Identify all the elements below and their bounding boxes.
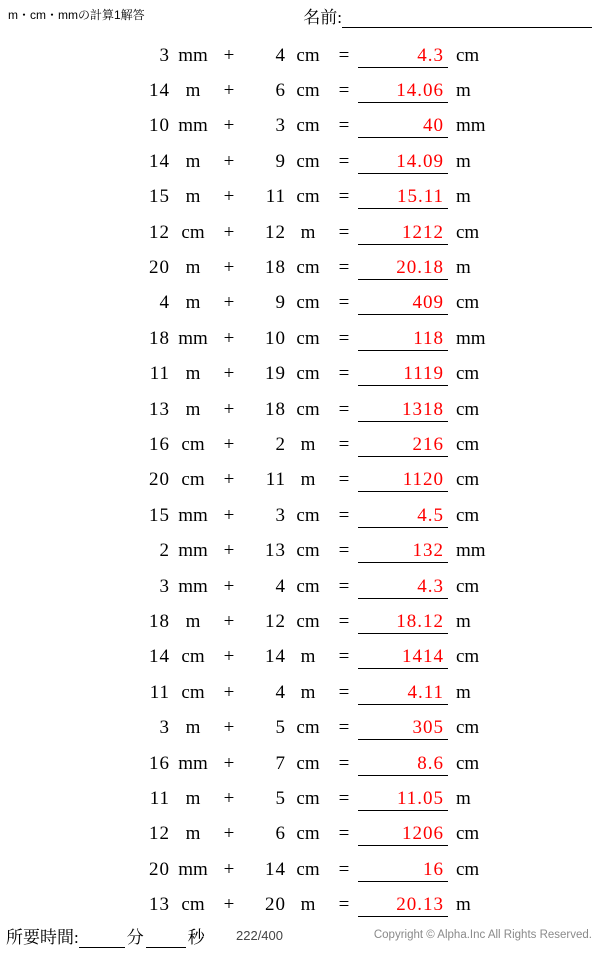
operand-1-unit: mm (178, 575, 208, 597)
problem-row (0, 250, 600, 285)
problem-row (0, 73, 600, 108)
problem-row (0, 463, 600, 498)
answer-unit: mm (456, 115, 486, 137)
plus-sign: + (223, 894, 235, 916)
operand-2: 5 (275, 717, 286, 739)
operand-1-unit: mm (178, 115, 208, 137)
operand-1: 11 (149, 681, 170, 703)
answer-field[interactable]: 4.3 (358, 575, 448, 599)
operand-2: 12 (265, 221, 286, 243)
operand-2-unit: cm (296, 504, 320, 526)
answer-field[interactable]: 11.05 (358, 787, 448, 811)
operand-1-unit: m (185, 257, 201, 279)
operand-1-unit: cm (181, 433, 205, 455)
operand-1-unit: mm (178, 327, 208, 349)
equals-sign: = (338, 150, 350, 172)
operand-2: 4 (275, 44, 286, 66)
problem-list (0, 38, 600, 923)
answer-field[interactable]: 1119 (358, 362, 448, 386)
operand-2: 7 (275, 752, 286, 774)
operand-2-unit: cm (296, 44, 320, 66)
equals-sign: = (338, 504, 350, 526)
problem-row (0, 357, 600, 392)
operand-1-unit: m (185, 717, 201, 739)
equals-sign: = (338, 894, 350, 916)
problem-row (0, 392, 600, 427)
seconds-unit-label: 秒 (187, 928, 205, 947)
operand-2-unit: cm (296, 80, 320, 102)
operand-2: 6 (275, 80, 286, 102)
plus-sign: + (223, 80, 235, 102)
operand-2: 3 (275, 115, 286, 137)
answer-unit: cm (456, 433, 480, 455)
answer-unit: m (456, 186, 471, 208)
problem-row (0, 746, 600, 781)
equals-sign: = (338, 44, 350, 66)
answer-field[interactable]: 40 (358, 114, 448, 138)
operand-2: 2 (275, 433, 286, 455)
operand-1: 16 (149, 433, 170, 455)
answer-field[interactable]: 118 (358, 327, 448, 351)
operand-1-unit: cm (181, 221, 205, 243)
problem-row (0, 604, 600, 639)
answer-unit: cm (456, 646, 480, 668)
operand-1-unit: m (185, 150, 201, 172)
operand-2-unit: cm (296, 787, 320, 809)
equals-sign: = (338, 80, 350, 102)
operand-1: 3 (159, 717, 170, 739)
answer-field[interactable]: 4.11 (358, 681, 448, 705)
equals-sign: = (338, 823, 350, 845)
operand-1: 13 (149, 894, 170, 916)
answer-unit: mm (456, 327, 486, 349)
operand-2-unit: m (300, 221, 316, 243)
operand-2-unit: cm (296, 115, 320, 137)
answer-unit: cm (456, 717, 480, 739)
operand-1-unit: cm (181, 469, 205, 491)
operand-2: 3 (275, 504, 286, 526)
problem-row (0, 640, 600, 675)
problem-row (0, 887, 600, 922)
answer-field[interactable]: 216 (358, 433, 448, 457)
operand-2: 13 (265, 540, 286, 562)
operand-1-unit: cm (181, 646, 205, 668)
operand-1: 3 (159, 575, 170, 597)
operand-2-unit: cm (296, 610, 320, 632)
equals-sign: = (338, 858, 350, 880)
operand-2: 10 (265, 327, 286, 349)
plus-sign: + (223, 363, 235, 385)
answer-unit: m (456, 257, 471, 279)
answer-unit: cm (456, 575, 480, 597)
operand-1-unit: m (185, 292, 201, 314)
operand-1-unit: cm (181, 894, 205, 916)
problem-row (0, 569, 600, 604)
name-input-line[interactable] (342, 8, 592, 28)
plus-sign: + (223, 717, 235, 739)
plus-sign: + (223, 327, 235, 349)
answer-field[interactable]: 1414 (358, 645, 448, 669)
operand-1-unit: mm (178, 504, 208, 526)
plus-sign: + (223, 575, 235, 597)
operand-1: 20 (149, 469, 170, 491)
plus-sign: + (223, 186, 235, 208)
operand-2-unit: m (300, 469, 316, 491)
page-title: m・cm・mmの計算1解答 (8, 8, 145, 22)
answer-field[interactable]: 20.13 (358, 893, 448, 917)
operand-2-unit: cm (296, 327, 320, 349)
page-count: 222/400 (236, 928, 283, 943)
equals-sign: = (338, 115, 350, 137)
operand-2-unit: cm (296, 858, 320, 880)
operand-2-unit: cm (296, 186, 320, 208)
plus-sign: + (223, 681, 235, 703)
minutes-input-line[interactable] (79, 927, 125, 948)
answer-unit: m (456, 787, 471, 809)
operand-2: 14 (265, 858, 286, 880)
equals-sign: = (338, 398, 350, 420)
equals-sign: = (338, 221, 350, 243)
problem-row (0, 533, 600, 568)
operand-1: 18 (149, 327, 170, 349)
answer-field[interactable]: 132 (358, 539, 448, 563)
plus-sign: + (223, 823, 235, 845)
operand-2: 9 (275, 150, 286, 172)
operand-1-unit: m (185, 398, 201, 420)
equals-sign: = (338, 610, 350, 632)
answer-field[interactable]: 16 (358, 858, 448, 882)
operand-1-unit: m (185, 823, 201, 845)
answer-field[interactable]: 20.18 (358, 256, 448, 280)
operand-1-unit: m (185, 610, 201, 632)
operand-2: 11 (265, 186, 286, 208)
problem-row (0, 710, 600, 745)
operand-2: 11 (265, 469, 286, 491)
answer-field[interactable]: 1206 (358, 822, 448, 846)
operand-1-unit: m (185, 787, 201, 809)
operand-1: 10 (149, 115, 170, 137)
operand-1: 14 (149, 80, 170, 102)
answer-field[interactable]: 8.6 (358, 752, 448, 776)
operand-2-unit: m (300, 894, 316, 916)
answer-field[interactable]: 409 (358, 291, 448, 315)
operand-1: 4 (159, 292, 170, 314)
answer-field[interactable]: 14.09 (358, 150, 448, 174)
operand-2: 5 (275, 787, 286, 809)
problem-row (0, 427, 600, 462)
answer-field[interactable]: 15.11 (358, 185, 448, 209)
equals-sign: = (338, 257, 350, 279)
operand-2: 6 (275, 823, 286, 845)
equals-sign: = (338, 363, 350, 385)
operand-2: 20 (265, 894, 286, 916)
operand-1: 11 (149, 363, 170, 385)
seconds-input-line[interactable] (146, 927, 186, 948)
answer-unit: cm (456, 398, 480, 420)
answer-unit: cm (456, 752, 480, 774)
operand-2-unit: m (300, 433, 316, 455)
operand-1: 2 (159, 540, 170, 562)
operand-1: 12 (149, 221, 170, 243)
operand-1: 15 (149, 186, 170, 208)
operand-1: 14 (149, 646, 170, 668)
answer-unit: cm (456, 823, 480, 845)
minutes-unit-label: 分 (126, 928, 144, 947)
plus-sign: + (223, 787, 235, 809)
operand-1: 3 (159, 44, 170, 66)
problem-row (0, 781, 600, 816)
equals-sign: = (338, 292, 350, 314)
operand-2: 4 (275, 575, 286, 597)
equals-sign: = (338, 646, 350, 668)
operand-2: 9 (275, 292, 286, 314)
answer-field[interactable]: 1212 (358, 221, 448, 245)
answer-unit: m (456, 150, 471, 172)
copyright-notice: Copyright © Alpha.Inc All Rights Reserved. (373, 929, 592, 941)
operand-1: 18 (149, 610, 170, 632)
answer-unit: cm (456, 469, 480, 491)
plus-sign: + (223, 292, 235, 314)
operand-1: 20 (149, 858, 170, 880)
equals-sign: = (338, 717, 350, 739)
answer-unit: cm (456, 221, 480, 243)
plus-sign: + (223, 398, 235, 420)
operand-2-unit: cm (296, 363, 320, 385)
operand-2-unit: cm (296, 540, 320, 562)
page-footer (0, 921, 600, 951)
plus-sign: + (223, 469, 235, 491)
operand-2-unit: cm (296, 575, 320, 597)
operand-2-unit: m (300, 646, 316, 668)
answer-unit: cm (456, 858, 480, 880)
operand-2: 18 (265, 398, 286, 420)
problem-row (0, 286, 600, 321)
operand-1-unit: mm (178, 858, 208, 880)
answer-field[interactable]: 1318 (358, 398, 448, 422)
answer-unit: mm (456, 540, 486, 562)
operand-2-unit: cm (296, 257, 320, 279)
operand-1-unit: mm (178, 540, 208, 562)
equals-sign: = (338, 469, 350, 491)
answer-unit: cm (456, 363, 480, 385)
problem-row (0, 144, 600, 179)
problem-row (0, 817, 600, 852)
answer-unit: cm (456, 292, 480, 314)
equals-sign: = (338, 540, 350, 562)
plus-sign: + (223, 150, 235, 172)
answer-field[interactable]: 4.5 (358, 504, 448, 528)
plus-sign: + (223, 752, 235, 774)
equals-sign: = (338, 327, 350, 349)
name-label: 名前: (303, 8, 342, 27)
elapsed-time-group (6, 923, 207, 948)
equals-sign: = (338, 752, 350, 774)
operand-1: 15 (149, 504, 170, 526)
operand-1: 13 (149, 398, 170, 420)
operand-1: 14 (149, 150, 170, 172)
plus-sign: + (223, 858, 235, 880)
answer-unit: cm (456, 44, 480, 66)
equals-sign: = (338, 575, 350, 597)
answer-field[interactable]: 1120 (358, 468, 448, 492)
problem-row (0, 321, 600, 356)
operand-2-unit: m (300, 681, 316, 703)
answer-unit: m (456, 681, 471, 703)
operand-1-unit: m (185, 186, 201, 208)
operand-1-unit: mm (178, 752, 208, 774)
operand-2: 14 (265, 646, 286, 668)
answer-unit: m (456, 894, 471, 916)
plus-sign: + (223, 115, 235, 137)
operand-2-unit: cm (296, 398, 320, 420)
problem-row (0, 180, 600, 215)
plus-sign: + (223, 257, 235, 279)
operand-1-unit: m (185, 363, 201, 385)
equals-sign: = (338, 787, 350, 809)
problem-row (0, 852, 600, 887)
plus-sign: + (223, 221, 235, 243)
problem-row (0, 675, 600, 710)
plus-sign: + (223, 504, 235, 526)
problem-row (0, 109, 600, 144)
operand-2: 12 (265, 610, 286, 632)
operand-2-unit: cm (296, 717, 320, 739)
plus-sign: + (223, 44, 235, 66)
plus-sign: + (223, 433, 235, 455)
problem-row (0, 215, 600, 250)
operand-1: 12 (149, 823, 170, 845)
operand-2-unit: cm (296, 150, 320, 172)
operand-2: 4 (275, 681, 286, 703)
operand-1-unit: cm (181, 681, 205, 703)
operand-2-unit: cm (296, 752, 320, 774)
name-field-group (303, 3, 592, 28)
answer-unit: m (456, 610, 471, 632)
answer-field[interactable]: 18.12 (358, 610, 448, 634)
plus-sign: + (223, 540, 235, 562)
operand-2-unit: cm (296, 292, 320, 314)
operand-2: 19 (265, 363, 286, 385)
problem-row (0, 38, 600, 73)
problem-row (0, 498, 600, 533)
operand-1-unit: m (185, 80, 201, 102)
equals-sign: = (338, 186, 350, 208)
answer-field[interactable]: 4.3 (358, 44, 448, 68)
equals-sign: = (338, 681, 350, 703)
answer-field[interactable]: 305 (358, 716, 448, 740)
operand-2-unit: cm (296, 823, 320, 845)
plus-sign: + (223, 646, 235, 668)
plus-sign: + (223, 610, 235, 632)
equals-sign: = (338, 433, 350, 455)
elapsed-time-label: 所要時間: (6, 928, 79, 947)
operand-1: 11 (149, 787, 170, 809)
operand-1-unit: mm (178, 44, 208, 66)
operand-1: 16 (149, 752, 170, 774)
page-header (0, 0, 600, 34)
operand-2: 18 (265, 257, 286, 279)
answer-field[interactable]: 14.06 (358, 79, 448, 103)
answer-unit: m (456, 80, 471, 102)
operand-1: 20 (149, 257, 170, 279)
answer-unit: cm (456, 504, 480, 526)
